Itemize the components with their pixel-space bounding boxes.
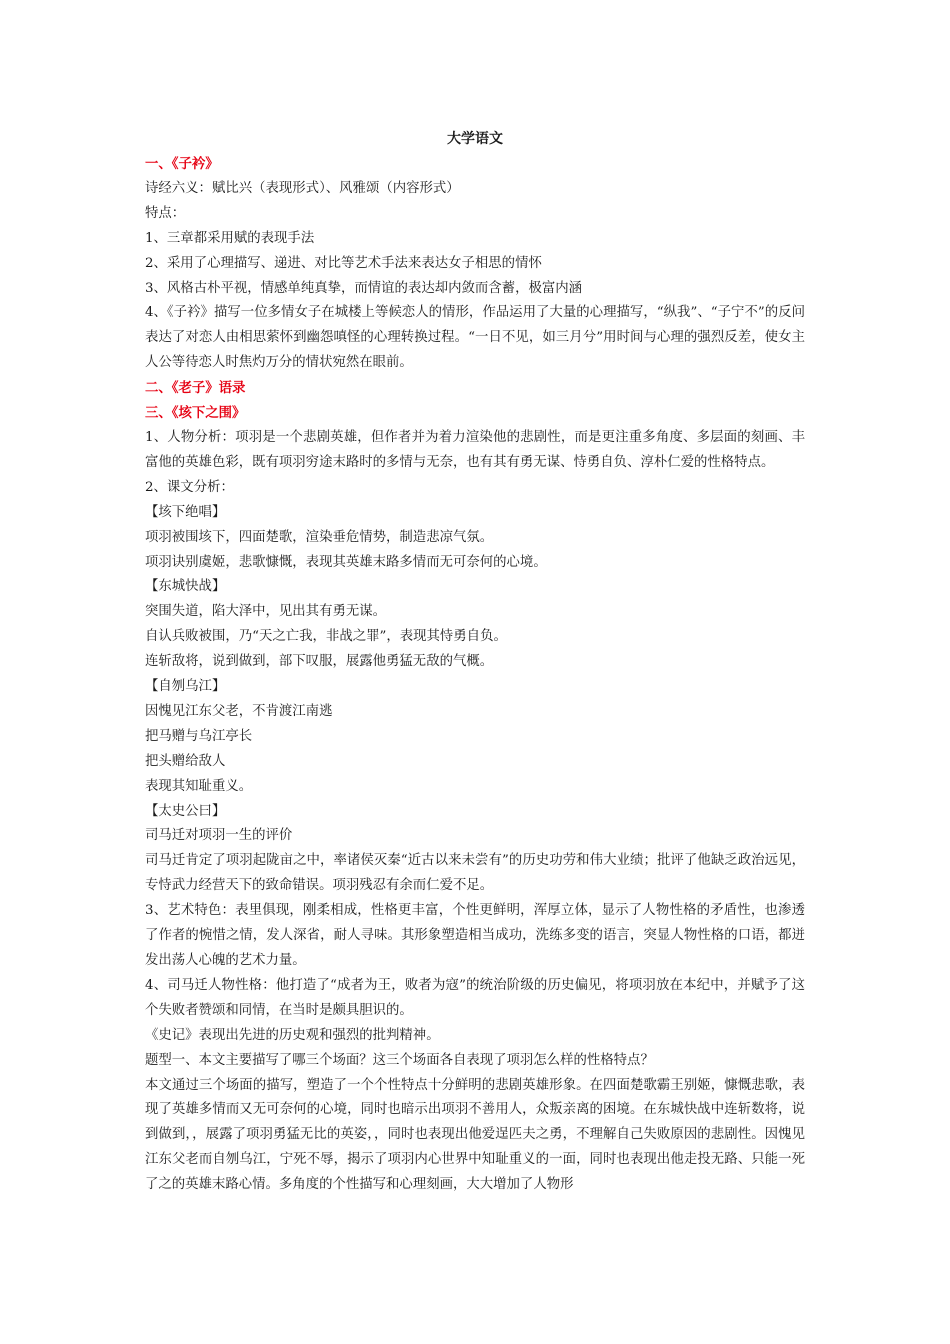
section-heading-gaixia: 三、《垓下之围》 (145, 405, 246, 422)
section-heading-zijin: 一、《子衿》 (145, 156, 219, 172)
text-line: 特点： (145, 205, 186, 221)
text-line: 《史记》表现出先进的历史观和强烈的批判精神。 (145, 1027, 440, 1043)
text-line: 因愧见江东父老，不肯渡江南逃 (145, 703, 333, 719)
text-line: 司马迁对项羽一生的评价 (145, 828, 293, 844)
text-line: 2、采用了心理描写、递进、对比等艺术手法来表达女子相思的情怀 (145, 255, 542, 271)
text-line: 项羽被围垓下，四面楚歌，渲染垂危情势，制造悲凉气氛。 (145, 529, 494, 545)
text-line: 项羽诀别虞姬，悲歌慷慨，表现其英雄末路多情而无可奈何的心境。 (145, 554, 547, 570)
text-line: 把马赠与乌江亭长 (145, 728, 253, 744)
text-line: 表现其知耻重义。 (145, 778, 253, 794)
text-paragraph: 4、司马迁人物性格：他打造了“成者为王，败者为寇”的统治阶级的历史偏见，将项羽放在本纪中，并赋予了这个失败者赞颂和同情，在当时是颇具胆识的。 (145, 977, 805, 1018)
text-line: 突围失道，陷大泽中，见出其有勇无谋。 (145, 604, 387, 620)
answer-paragraph: 本文通过三个场面的描写，塑造了一个个性特点十分鲜明的悲剧英雄形象。在四面楚歌霸王别姬，慷慨悲歌，表现了英雄多情而又无可奈何的心境，同时也暗示出项羽不善用人，众叛亲离的困境。在东城快战中连斩数将，说到做到，，展露了项羽勇猛无比的英姿，，同时也表现出他爱逞匹夫之勇，不理解自己失败原因的悲剧性。因愧见江东父老而自刎乌江，宁死不辱，揭示了项羽内心世界中知耻重义的一面，同时也表现出他走投无路、只能一死了之的英雄末路心情。多角度的个性描写和心理刻画，大大增加了人物形 (145, 1077, 805, 1193)
text-line: 3、风格古朴平视，情感单纯真挚，而情谊的表达却内敛而含蓄，极富内涵 (145, 280, 583, 296)
subheading: 【垓下绝唱】 (145, 504, 226, 520)
text-paragraph: 3、艺术特色：表里俱现，刚柔相成，性格更丰富，个性更鲜明，浑厚立体，显示了人物性格的矛盾性，也渗透了作者的惋惜之情，发人深省，耐人寻味。其形象塑造相当成功，洗练多变的语言，突显人物性格的口语，都迸发出荡人心魄的艺术力量。 (145, 903, 805, 968)
document-title: 大学语文 (447, 131, 503, 147)
subheading: 【太史公曰】 (145, 803, 226, 819)
text-line: 2、课文分析： (145, 479, 234, 495)
text-line: 连斩敌将，说到做到，部下叹服，展露他勇猛无敌的气概。 (145, 654, 494, 670)
text-line: 自认兵败被围，乃“天之亡我，非战之罪”，表现其恃勇自负。 (145, 629, 507, 645)
subheading: 【东城快战】 (145, 579, 226, 595)
text-paragraph: 1、人物分析：项羽是一个悲剧英雄，但作者并为着力渲染他的悲剧性，而是更注重多角度、多层面的刻画、丰富他的英雄色彩，既有项羽穷途末路时的多情与无奈，也有其有勇无谋、恃勇自负、淳朴仁爱的性格特点。 (145, 429, 805, 470)
text-paragraph: 司马迁肯定了项羽起陇亩之中，率诸侯灭秦“近古以来未尝有”的历史功劳和伟大业绩；批评了他缺乏政治远见，专恃武力经营天下的致命错误。项羽残忍有余而仁爱不足。 (145, 853, 805, 894)
text-line: 把头赠给敌人 (145, 753, 226, 769)
section-heading-laozi: 二、《老子》语录 (145, 380, 246, 397)
text-line: 1、三章都采用赋的表现手法 (145, 230, 315, 246)
subheading: 【自刎乌江】 (145, 679, 226, 695)
question-line: 题型一、本文主要描写了哪三个场面？这三个场面各自表现了项羽怎么样的性格特点？ (145, 1052, 654, 1068)
text-paragraph: 4、《子衿》描写一位多情女子在城楼上等候恋人的情形，作品运用了大量的心理描写，“纵我”、“子宁不”的反问表达了对恋人由相思萦怀到幽怨嗔怪的心理转换过程。“一日不见，如三月兮”用时间与心理的强烈反差，使女主人公等待恋人时焦灼万分的情状宛然在眼前。 (145, 305, 805, 371)
document-body (145, 152, 805, 1198)
text-line: 诗经六义：赋比兴（表现形式）、风雅颂（内容形式） (145, 180, 460, 196)
